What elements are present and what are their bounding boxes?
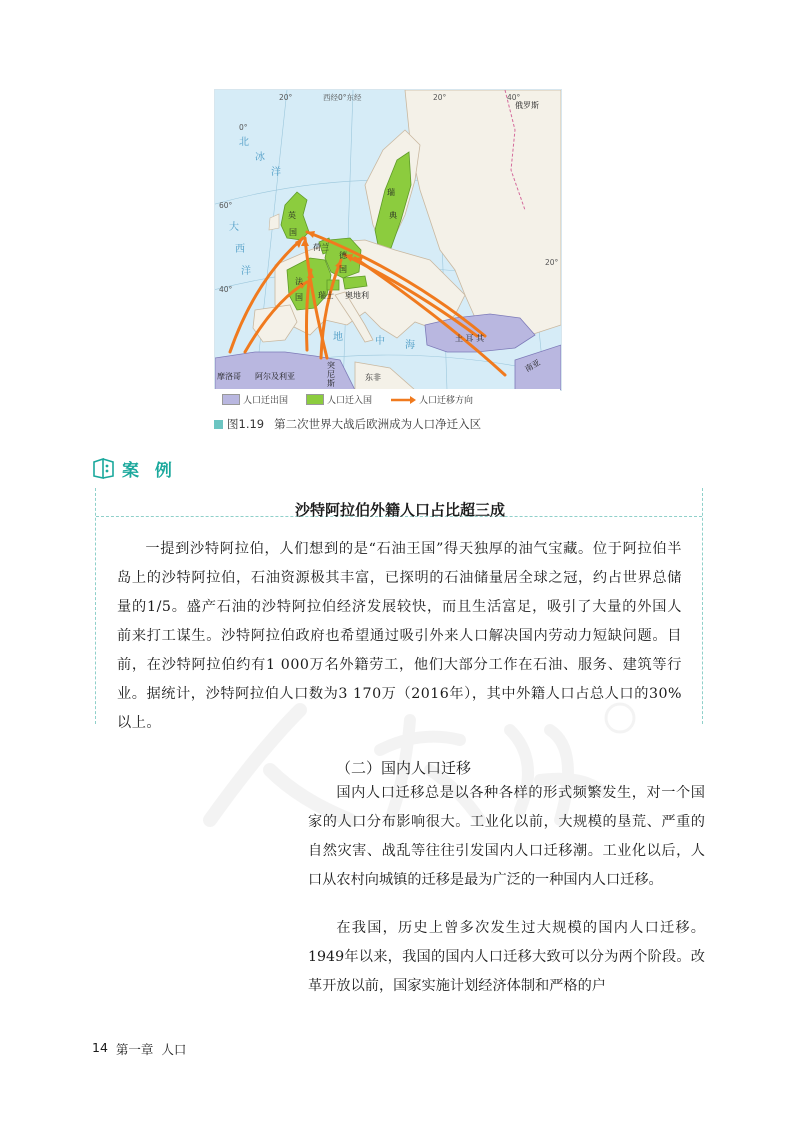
figure-caption-text: 第二次世界大战后欧洲成为人口净迁入区	[274, 417, 482, 431]
region-label-morocco: 摩洛哥	[217, 372, 241, 381]
chapter-title: 人口	[161, 1042, 187, 1057]
sea-label: 地	[333, 332, 343, 343]
region-label-south-asia: 南亚	[523, 357, 542, 374]
sea-label: 北	[239, 137, 249, 148]
region-label-turkey: 土 耳 其	[455, 334, 485, 343]
lat-label: 20°	[545, 258, 559, 267]
region-label-france: 法	[295, 277, 303, 286]
legend-immigration-label: 人口迁入国	[327, 396, 373, 406]
sea-label: 洋	[271, 167, 281, 178]
page-number: 14	[92, 1040, 108, 1055]
region-label-switzerland: 瑞士	[318, 291, 334, 300]
section-title: （二）国内人口迁移	[336, 759, 472, 777]
lat-label: 60°	[219, 201, 233, 210]
region-label-algeria: 阿尔及利亚	[255, 372, 295, 381]
immigration-swatch	[306, 394, 324, 405]
region-label-tunisia: 斯	[327, 379, 335, 388]
figure-number: 图1.19	[227, 417, 265, 431]
caption-marker-icon	[214, 420, 223, 429]
case-label: 案 例	[122, 461, 177, 481]
chapter-number: 第一章	[115, 1042, 154, 1057]
lon-label: 40°	[507, 93, 521, 102]
map-legend	[214, 389, 560, 410]
map-svg	[215, 90, 561, 390]
figure-caption	[214, 416, 481, 432]
section-paragraph-1: 国内人口迁移总是以各种各样的形式频繁发生，对一个国家的人口分布影响很大。工业化以前，大规模的垦荒、严重的自然灾害、战乱等往往引发国内人口迁移潮。工业化以后，人口从农村向城镇的迁移是最为广泛的一种国内人口迁移。	[308, 785, 705, 888]
lon-label: 20°	[279, 93, 293, 102]
region-label-uk: 国	[289, 228, 297, 237]
region-label-libya: 东非	[365, 373, 381, 382]
sea-label: 洋	[241, 266, 251, 277]
sea-label: 中	[375, 336, 385, 347]
legend-immigration	[306, 393, 372, 406]
lon-label: 20°	[433, 93, 447, 102]
case-text: 一提到沙特阿拉伯，人们想到的是“石油王国”得天独厚的油气宝藏。位于阿拉伯半岛上的沙特阿拉伯，石油资源极其丰富，已探明的石油储量居全球之冠，约占世界总储量的1/5。盛产石油的沙特阿拉伯经济发展较快，而且生活富足，吸引了大量的外国人前来打工谋生。沙特阿拉伯政府也希望通过吸引外来人口解决国内劳动力短缺问题。目前，在沙特阿拉伯约有1 000万名外籍劳工，他们大部分工作在石油、服务、建筑等行业。据统计，沙特阿拉伯人口数为3 170万（2016年），其中外籍人口占总人口的30%以上。	[117, 541, 682, 731]
sea-label: 大	[229, 222, 239, 233]
arrow-legend-icon	[390, 396, 416, 404]
emigration-swatch	[222, 394, 240, 405]
case-header	[92, 456, 177, 481]
region-label-netherlands: 荷兰	[313, 243, 329, 252]
case-title: 沙特阿拉伯外籍人口占比超三成	[294, 501, 505, 519]
region-label-sweden: 典	[389, 211, 397, 220]
region-label-germany: 国	[339, 265, 347, 274]
region-label-sweden: 瑞	[387, 188, 395, 197]
region-label-austria: 奥地利	[345, 291, 369, 300]
page-footer	[92, 1040, 186, 1058]
case-book-icon	[92, 458, 116, 480]
region-label-uk: 英	[288, 211, 296, 220]
legend-direction-label: 人口迁移方向	[419, 396, 474, 406]
region-label-tunisia: 突	[327, 361, 335, 370]
sea-label: 海	[405, 340, 415, 351]
region-label-russia: 俄罗斯	[515, 101, 539, 110]
region-label-tunisia: 尼	[327, 370, 335, 379]
legend-direction	[390, 393, 473, 406]
migration-map	[214, 89, 562, 391]
legend-emigration	[222, 393, 288, 406]
lat-label: 40°	[219, 285, 233, 294]
section-paragraph-2: 在我国，历史上曾多次发生过大规模的国内人口迁移。1949年以来，我国的国内人口迁移大致可以分为两个阶段。改革开放以前，国家实施计划经济体制和严格的户	[308, 920, 705, 994]
legend-emigration-label: 人口迁出国	[243, 396, 289, 406]
region-label-germany: 德	[339, 251, 347, 260]
sea-label: 西	[235, 244, 245, 255]
region-label-france: 国	[295, 293, 303, 302]
sea-label: 冰	[255, 152, 265, 163]
lon-label: 0°	[239, 123, 248, 132]
lon-label: 西经0°东经	[323, 93, 362, 102]
